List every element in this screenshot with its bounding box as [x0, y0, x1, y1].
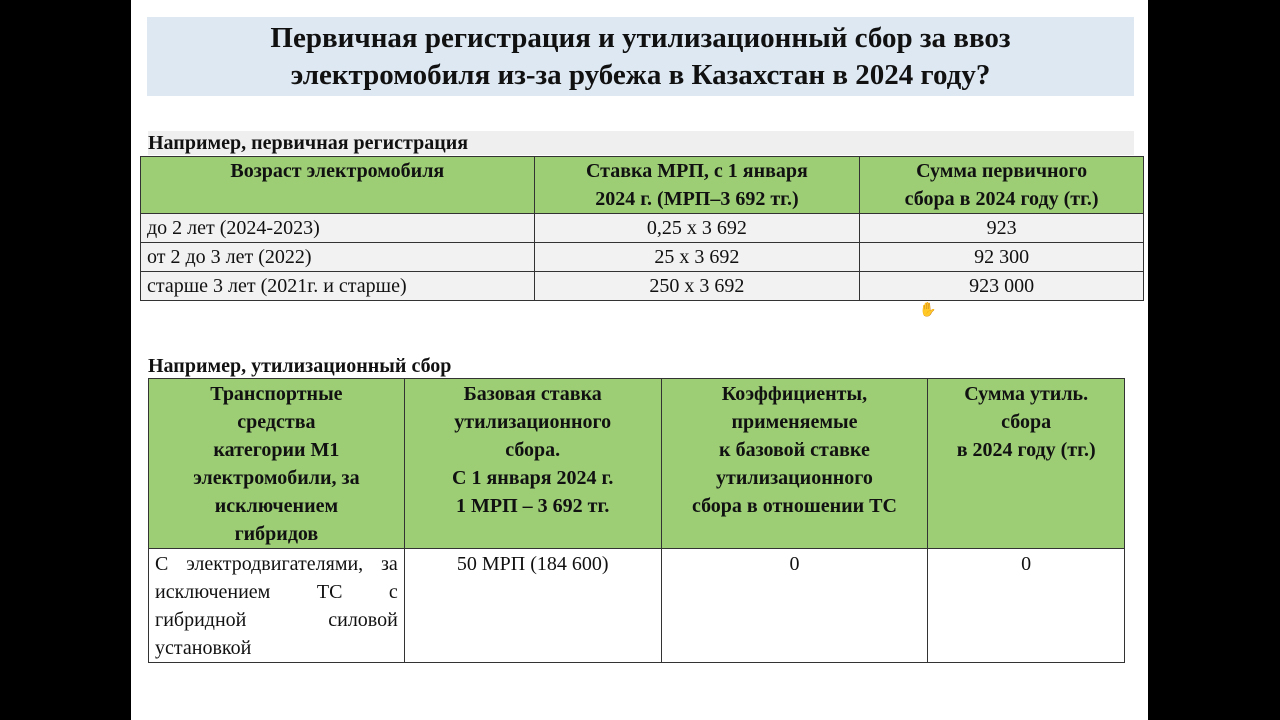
- registration-header-row: [141, 157, 1144, 214]
- slide: [131, 0, 1148, 720]
- row-recycling-sum: 0: [928, 549, 1125, 663]
- header-coef-line: к базовой ставке: [719, 439, 870, 461]
- table-row: [149, 549, 1125, 663]
- header-recycling-sum: [928, 379, 1125, 549]
- header-rate-l2: 2024 г. (МРП–3 692 тг.): [595, 188, 799, 210]
- header-base-line: утилизационного: [454, 411, 612, 433]
- recycling-section-label: Например, утилизационный сбор: [148, 355, 452, 377]
- header-coefficients: [661, 379, 928, 549]
- header-sum-line: Сумма утиль.: [964, 383, 1089, 405]
- row-age: от 2 до 3 лет (2022): [141, 243, 535, 272]
- header-sum-line: сбора: [1001, 411, 1052, 433]
- header-sum-line: в 2024 году (тг.): [956, 439, 1096, 461]
- header-vehicle-line: электромобили, за: [193, 467, 360, 489]
- registration-section-label: Например, первичная регистрация: [148, 131, 1134, 155]
- header-rate: [534, 157, 860, 214]
- header-rate-l1: Ставка МРП, с 1 января: [585, 160, 808, 182]
- row-rate: 0,25 х 3 692: [534, 214, 860, 243]
- row-age: до 2 лет (2024-2023): [141, 214, 535, 243]
- header-sum-l2: сбора в 2024 году (тг.): [904, 188, 1099, 210]
- row-age: старше 3 лет (2021г. и старше): [141, 272, 535, 301]
- header-base-rate: [404, 379, 661, 549]
- row-rate: 250 х 3 692: [534, 272, 860, 301]
- row-sum: 92 300: [860, 243, 1144, 272]
- recycling-header-row: [149, 379, 1125, 549]
- row-base-rate: 50 МРП (184 600): [404, 549, 661, 663]
- recycling-table: [148, 378, 1125, 663]
- hand-cursor-icon: ✋: [919, 302, 937, 318]
- table-row: [141, 272, 1144, 301]
- header-vehicle-line: гибридов: [234, 523, 319, 545]
- header-coef-line: сбора в отношении ТС: [691, 495, 897, 517]
- header-vehicle-line: средства: [237, 411, 316, 433]
- row-vehicle: С электродвигателями, за исключением ТС с гибридной силовой установкой: [149, 549, 405, 663]
- slide-title-line-1: Первичная регистрация и утилизационный сбор за ввоз: [270, 21, 1011, 54]
- header-coef-line: Коэффициенты,: [721, 383, 868, 405]
- header-sum-l1: Сумма первичного: [916, 160, 1088, 182]
- registration-table: [140, 156, 1144, 301]
- header-coef-line: утилизационного: [716, 467, 873, 489]
- slide-title-line-2: электромобиля из-за рубежа в Казахстан в 2024 году?: [290, 58, 991, 91]
- title-box: [147, 17, 1134, 96]
- header-base-line: С 1 января 2024 г.: [452, 467, 614, 489]
- table-row: [141, 214, 1144, 243]
- header-vehicle: [149, 379, 405, 549]
- header-vehicle-line: Транспортные: [210, 383, 343, 405]
- header-base-line: сбора.: [505, 439, 561, 461]
- row-coefficient: 0: [661, 549, 928, 663]
- header-vehicle-line: исключением: [214, 495, 339, 517]
- header-sum: [860, 157, 1144, 214]
- row-rate: 25 х 3 692: [534, 243, 860, 272]
- header-base-line: 1 МРП – 3 692 тг.: [456, 495, 610, 517]
- header-coef-line: применяемые: [731, 411, 858, 433]
- header-age-l1: Возраст электромобиля: [230, 160, 445, 182]
- header-age: [141, 157, 535, 214]
- header-base-line: Базовая ставка: [463, 383, 602, 405]
- header-vehicle-line: категории М1: [213, 439, 340, 461]
- table-row: [141, 243, 1144, 272]
- row-sum: 923: [860, 214, 1144, 243]
- row-sum: 923 000: [860, 272, 1144, 301]
